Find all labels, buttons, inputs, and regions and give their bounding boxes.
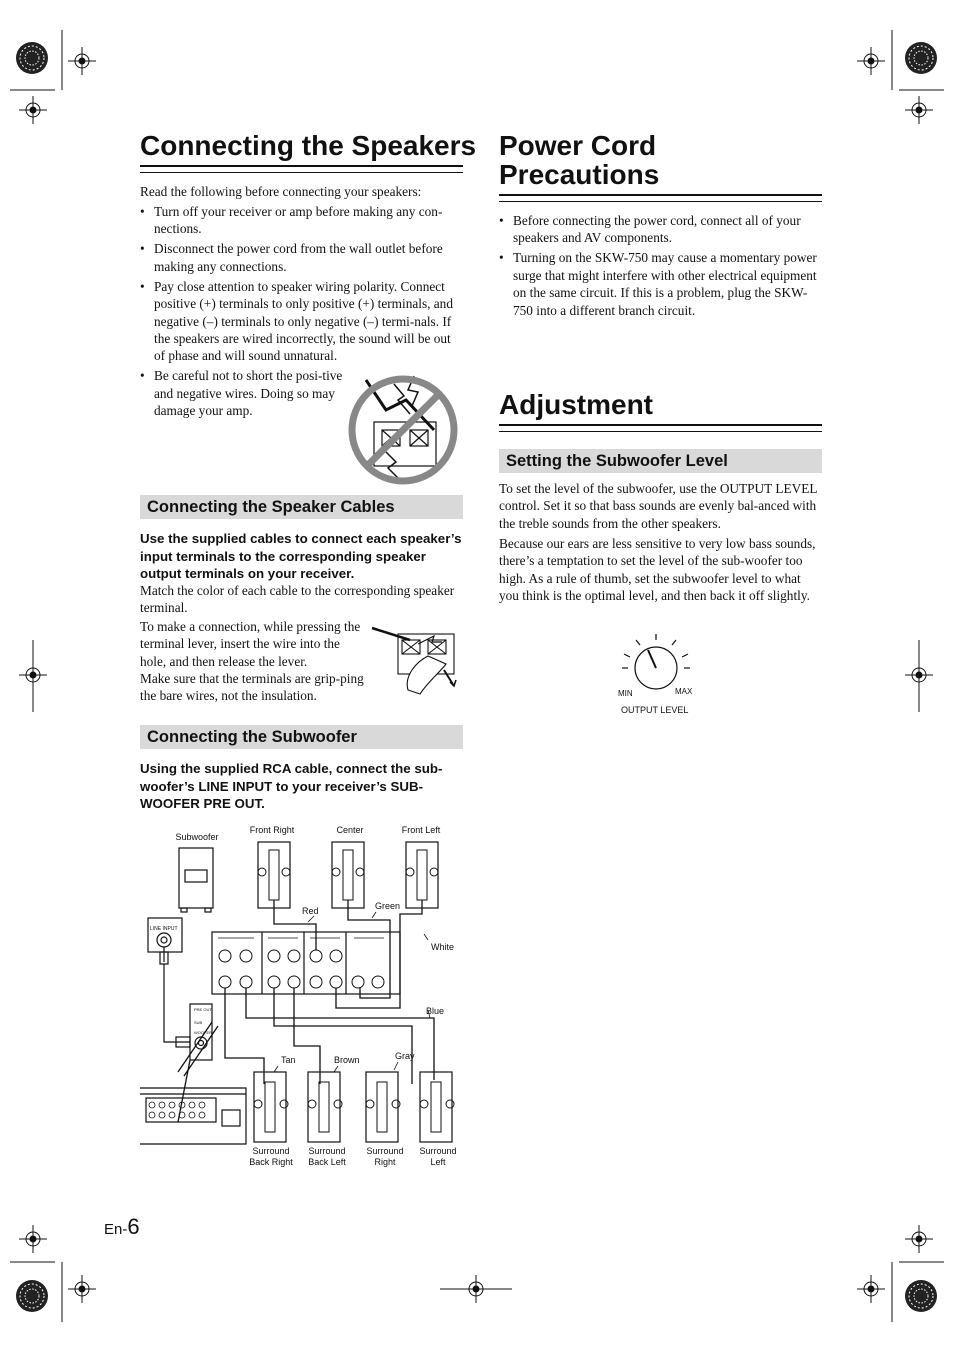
label-brown: Brown bbox=[334, 1055, 360, 1065]
knob-output-level-label: OUTPUT LEVEL bbox=[621, 705, 689, 715]
front-left-speaker bbox=[406, 842, 438, 908]
subwoofer-cabinet bbox=[179, 848, 213, 908]
power-precaution-list bbox=[499, 212, 822, 322]
section-title-adjustment: Adjustment bbox=[499, 389, 653, 420]
page-digit: 6 bbox=[127, 1214, 140, 1239]
adjust-paragraph-2: Because our ears are less sensitive to very low bass sounds, there’s a temptation to set the level of the sub-woofer too high. As a rule of thumb, set the subwoofer level to what you think is the optimal level, and then back it off slightly. bbox=[499, 536, 816, 604]
title-rule bbox=[499, 194, 822, 202]
subheading-subwoofer-level: Setting the Subwoofer Level bbox=[499, 449, 822, 473]
cables-paragraph-1: Match the color of each cable to the corresponding speaker terminal. bbox=[140, 583, 455, 616]
list-item: • Disconnect the power cord from the wall outlet before making any connections. bbox=[140, 240, 463, 275]
cables-paragraph-3: Make sure that the terminals are grip-ping the bare wires, not the insulation. bbox=[140, 671, 364, 704]
center-speaker bbox=[332, 842, 364, 908]
label-gray: Gray bbox=[395, 1051, 415, 1061]
label-front-left: Front Left bbox=[401, 825, 441, 835]
cables-instruction: Use the supplied cables to connect each speaker’s input terminals to the corresponding speaker output terminals on your receiver. bbox=[140, 531, 462, 581]
no-short-circuit-illustration bbox=[346, 370, 460, 488]
list-item: • Be careful not to short the posi-tive and negative wires. Doing so may damage your amp. bbox=[140, 367, 344, 419]
page-prefix: En- bbox=[104, 1221, 128, 1238]
knob-min-label: MIN bbox=[618, 689, 633, 698]
label-front-right: Front Right bbox=[249, 825, 295, 835]
label-blue: Blue bbox=[426, 1006, 445, 1016]
cables-paragraph-2: To make a connection, while pressing the terminal lever, insert the wire into the hole, and then release the lever. bbox=[140, 619, 361, 669]
list-item: • Pay close attention to speaker wiring polarity. Connect positive (+) terminals to only positive (+) terminals, and negative (–) terminals to only negative (–) termi-nals. If the speakers are wired incorrectly, the sound will be out of phase and will sound unnatural. bbox=[140, 278, 463, 365]
adjust-paragraph-1: To set the level of the subwoofer, use the OUTPUT LEVEL control. Set it so that bass sounds are evenly bal-anced with the treble sounds from the other speakers. bbox=[499, 481, 817, 531]
speaker-wiring-diagram bbox=[138, 822, 468, 1167]
knob-max-label: MAX bbox=[675, 687, 693, 696]
label-green: Green bbox=[375, 901, 401, 911]
label-white: White bbox=[431, 942, 455, 952]
label-tan: Tan bbox=[281, 1055, 296, 1065]
terminal-press-illustration bbox=[368, 620, 462, 696]
label-center: Center bbox=[336, 825, 364, 835]
label-sub-woofer: SUB WOOFER bbox=[194, 1020, 212, 1035]
list-item: • Turn off your receiver or amp before making any con-nections. bbox=[140, 203, 463, 238]
label-red: Red bbox=[302, 906, 319, 916]
page-number bbox=[104, 1214, 140, 1240]
label-subwoofer: Subwoofer bbox=[175, 832, 219, 842]
label-surround-left: Surround Left bbox=[419, 1146, 457, 1167]
section-title-power-cord: Power Cord Precautions bbox=[499, 130, 660, 190]
front-right-speaker bbox=[258, 842, 290, 908]
label-line-input: LINE INPUT bbox=[150, 926, 178, 932]
label-pre-out: PRE OUT bbox=[194, 1007, 212, 1012]
subheading-subwoofer: Connecting the Subwoofer bbox=[140, 725, 463, 749]
title-rule bbox=[499, 424, 822, 432]
list-item: • Turning on the SKW-750 may cause a momentary power surge that might interfere with other electrical equipment on the same circuit. If this is a problem, plug the SKW-750 into a different branch circuit. bbox=[499, 249, 822, 319]
title-rule bbox=[140, 165, 463, 173]
subwoofer-instruction: Using the supplied RCA cable, connect the sub-woofer’s LINE INPUT to your receiver’s SUB-WOOFER PRE OUT. bbox=[140, 761, 443, 811]
section-title-connecting-speakers: Connecting the Speakers bbox=[140, 130, 477, 161]
subheading-speaker-cables: Connecting the Speaker Cables bbox=[140, 495, 463, 519]
intro-text: Read the following before connecting your speakers: bbox=[140, 184, 422, 199]
list-item: • Before connecting the power cord, connect all of your speakers and AV components. bbox=[499, 212, 822, 247]
label-surround-back-left: Surround Back Left bbox=[308, 1146, 346, 1167]
label-surround-back-right: Surround Back Right bbox=[249, 1146, 293, 1167]
label-surround-right: Surround Right bbox=[366, 1146, 404, 1167]
